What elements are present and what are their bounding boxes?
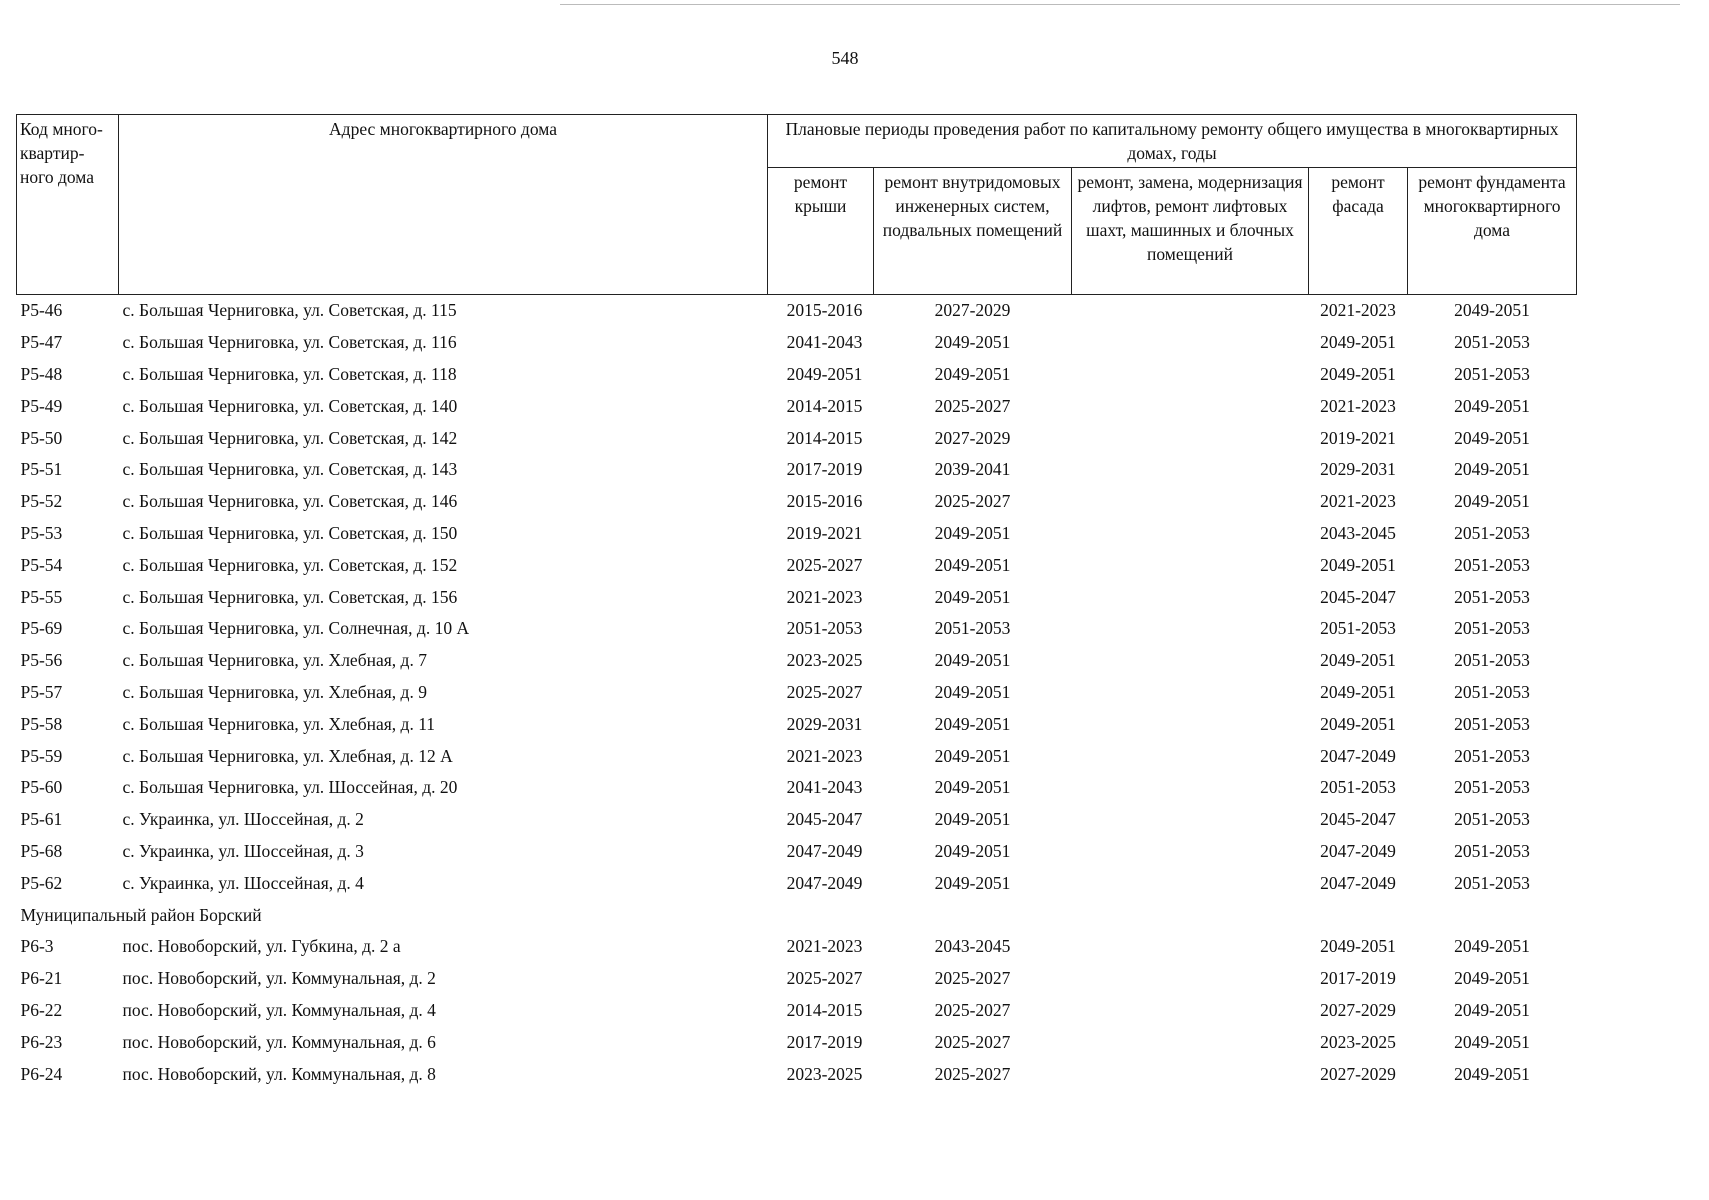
cell-facade: 2021-2023 <box>1320 300 1396 321</box>
cell-facade: 2045-2047 <box>1320 809 1396 830</box>
cell-facade: 2049-2051 <box>1320 713 1396 734</box>
header-foundation: ремонт фундамента многоквартирного дома <box>1408 168 1577 295</box>
cell-lifts <box>1072 867 1309 899</box>
cell-code: P5-47 <box>20 332 63 353</box>
cell-code: P5-62 <box>20 872 63 893</box>
table-row <box>17 645 1577 677</box>
cell-code: P5-60 <box>20 777 63 798</box>
cell-roof: 2023-2025 <box>786 650 863 671</box>
cell-code: P6-3 <box>20 936 54 957</box>
cell-foundation: 2049-2051 <box>1454 300 1530 321</box>
cell-facade: 2027-2029 <box>1320 999 1396 1020</box>
cell-engineering: 2027-2029 <box>934 300 1011 321</box>
cell-engineering: 2039-2041 <box>934 459 1011 480</box>
cell-engineering: 2027-2029 <box>934 427 1011 448</box>
cell-facade: 2019-2021 <box>1320 427 1396 448</box>
table-row <box>17 1058 1577 1090</box>
cell-lifts <box>1072 454 1309 486</box>
cell-facade: 2049-2051 <box>1320 681 1396 702</box>
cell-facade: 2029-2031 <box>1320 459 1396 480</box>
cell-foundation: 2051-2053 <box>1454 745 1530 766</box>
table-row <box>17 422 1577 454</box>
cell-roof: 2019-2021 <box>786 522 863 543</box>
cell-lifts <box>1072 708 1309 740</box>
cell-engineering: 2025-2027 <box>934 1031 1011 1052</box>
cell-engineering: 2049-2051 <box>934 809 1011 830</box>
section-row <box>17 899 1577 931</box>
table-row <box>17 295 1577 327</box>
cell-roof: 2015-2016 <box>786 300 863 321</box>
cell-foundation: 2051-2053 <box>1454 681 1530 702</box>
cell-roof: 2025-2027 <box>786 681 863 702</box>
cell-code: P5-54 <box>20 554 63 575</box>
cell-lifts <box>1072 963 1309 995</box>
cell-foundation: 2051-2053 <box>1454 713 1530 734</box>
cell-address: с. Большая Черниговка, ул. Советская, д. 142 <box>122 427 458 448</box>
cell-address: с. Украинка, ул. Шоссейная, д. 2 <box>122 809 364 830</box>
cell-lifts <box>1072 549 1309 581</box>
cell-roof: 2021-2023 <box>786 936 863 957</box>
cell-lifts <box>1072 486 1309 518</box>
cell-code: P5-61 <box>20 809 63 830</box>
cell-roof: 2049-2051 <box>786 363 863 384</box>
cell-foundation: 2051-2053 <box>1454 777 1530 798</box>
cell-engineering: 2049-2051 <box>934 522 1011 543</box>
cell-foundation: 2051-2053 <box>1454 522 1530 543</box>
cell-code: P6-24 <box>20 1063 63 1084</box>
cell-roof: 2014-2015 <box>786 427 863 448</box>
table-row <box>17 581 1577 613</box>
table-row <box>17 995 1577 1027</box>
cell-facade: 2023-2025 <box>1320 1031 1396 1052</box>
cell-facade: 2045-2047 <box>1320 586 1396 607</box>
cell-foundation: 2049-2051 <box>1454 999 1530 1020</box>
cell-engineering: 2025-2027 <box>934 1063 1011 1084</box>
cell-roof: 2047-2049 <box>786 840 863 861</box>
cell-address: с. Большая Черниговка, ул. Советская, д. 156 <box>122 586 458 607</box>
cell-engineering: 2049-2051 <box>934 332 1011 353</box>
table-row <box>17 804 1577 836</box>
cell-address: с. Большая Черниговка, ул. Советская, д. 118 <box>122 363 457 384</box>
cell-facade: 2049-2051 <box>1320 554 1396 575</box>
cell-facade: 2051-2053 <box>1320 618 1396 639</box>
cell-roof: 2025-2027 <box>786 554 863 575</box>
cell-roof: 2014-2015 <box>786 999 863 1020</box>
cell-facade: 2047-2049 <box>1320 745 1396 766</box>
table-row <box>17 359 1577 391</box>
cell-roof: 2029-2031 <box>786 713 863 734</box>
cell-engineering: 2025-2027 <box>934 491 1011 512</box>
cell-code: P5-68 <box>20 840 63 861</box>
cell-lifts <box>1072 359 1309 391</box>
table-row <box>17 931 1577 963</box>
cell-code: P5-59 <box>20 745 63 766</box>
cell-lifts <box>1072 645 1309 677</box>
header-lifts: ремонт, замена, модернизация лифтов, ремонт лифтовых шахт, машинных и блочных помещений <box>1072 168 1309 295</box>
table-row <box>17 963 1577 995</box>
cell-lifts <box>1072 390 1309 422</box>
cell-address: с. Украинка, ул. Шоссейная, д. 3 <box>122 840 364 861</box>
header-address: Адрес многоквартирного дома <box>119 115 768 295</box>
cell-roof: 2041-2043 <box>786 777 863 798</box>
cell-engineering: 2049-2051 <box>934 777 1011 798</box>
cell-foundation: 2051-2053 <box>1454 586 1530 607</box>
cell-code: P5-69 <box>20 618 63 639</box>
cell-engineering: 2043-2045 <box>934 936 1011 957</box>
cell-facade: 2051-2053 <box>1320 777 1396 798</box>
cell-lifts <box>1072 518 1309 550</box>
cell-lifts <box>1072 295 1309 327</box>
cell-foundation: 2051-2053 <box>1454 650 1530 671</box>
table-row <box>17 677 1577 709</box>
cell-address: с. Большая Черниговка, ул. Хлебная, д. 7 <box>122 650 427 671</box>
cell-engineering: 2049-2051 <box>934 554 1011 575</box>
cell-facade: 2049-2051 <box>1320 650 1396 671</box>
cell-address: с. Большая Черниговка, ул. Хлебная, д. 12 А <box>122 745 453 766</box>
cell-code: P5-49 <box>20 395 63 416</box>
cell-code: P6-22 <box>20 999 63 1020</box>
cell-lifts <box>1072 327 1309 359</box>
table-row <box>17 836 1577 868</box>
cell-lifts <box>1072 995 1309 1027</box>
table-row <box>17 518 1577 550</box>
cell-address: с. Украинка, ул. Шоссейная, д. 4 <box>122 872 364 893</box>
cell-foundation: 2049-2051 <box>1454 968 1530 989</box>
cell-lifts <box>1072 1026 1309 1058</box>
cell-lifts <box>1072 1058 1309 1090</box>
table-row <box>17 740 1577 772</box>
cell-lifts <box>1072 836 1309 868</box>
header-roof: ремонт крыши <box>768 168 874 295</box>
cell-facade: 2017-2019 <box>1320 968 1396 989</box>
cell-code: P5-50 <box>20 427 63 448</box>
cell-code: P5-48 <box>20 363 63 384</box>
cell-facade: 2047-2049 <box>1320 872 1396 893</box>
cell-engineering: 2051-2053 <box>934 618 1011 639</box>
table-row <box>17 867 1577 899</box>
cell-address: с. Большая Черниговка, ул. Советская, д. 115 <box>122 300 457 321</box>
cell-lifts <box>1072 804 1309 836</box>
cell-facade: 2047-2049 <box>1320 840 1396 861</box>
cell-foundation: 2051-2053 <box>1454 618 1530 639</box>
header-facade: ремонт фасада <box>1309 168 1408 295</box>
cell-foundation: 2049-2051 <box>1454 395 1530 416</box>
table-row <box>17 327 1577 359</box>
cell-engineering: 2049-2051 <box>934 872 1011 893</box>
cell-address: с. Большая Черниговка, ул. Солнечная, д. 10 А <box>122 618 470 639</box>
capital-repair-plan-table <box>16 114 1577 1090</box>
cell-foundation: 2051-2053 <box>1454 554 1530 575</box>
cell-foundation: 2049-2051 <box>1454 459 1530 480</box>
cell-engineering: 2049-2051 <box>934 681 1011 702</box>
cell-address: с. Большая Черниговка, ул. Советская, д. 152 <box>122 554 458 575</box>
cell-engineering: 2049-2051 <box>934 745 1011 766</box>
cell-roof: 2021-2023 <box>786 586 863 607</box>
scan-top-line <box>560 4 1680 5</box>
cell-roof: 2017-2019 <box>786 459 863 480</box>
cell-roof: 2051-2053 <box>786 618 863 639</box>
cell-address: пос. Новоборский, ул. Коммунальная, д. 2 <box>122 968 436 989</box>
cell-address: с. Большая Черниговка, ул. Шоссейная, д. 20 <box>122 777 458 798</box>
cell-facade: 2021-2023 <box>1320 491 1396 512</box>
cell-code: P5-52 <box>20 491 63 512</box>
cell-roof: 2041-2043 <box>786 332 863 353</box>
cell-foundation: 2049-2051 <box>1454 1063 1530 1084</box>
cell-foundation: 2051-2053 <box>1454 363 1530 384</box>
cell-address: с. Большая Черниговка, ул. Советская, д. 143 <box>122 459 458 480</box>
cell-address: с. Большая Черниговка, ул. Советская, д. 146 <box>122 491 458 512</box>
table-body <box>17 295 1577 1090</box>
section-title: Муниципальный район Борский <box>20 904 262 925</box>
cell-address: пос. Новоборский, ул. Коммунальная, д. 6 <box>122 1031 436 1052</box>
header-code: Код много-квартир-ного дома <box>17 115 119 295</box>
cell-code: P5-46 <box>20 300 63 321</box>
cell-engineering: 2025-2027 <box>934 395 1011 416</box>
cell-engineering: 2049-2051 <box>934 586 1011 607</box>
cell-engineering: 2025-2027 <box>934 968 1011 989</box>
table-row <box>17 549 1577 581</box>
cell-code: P5-58 <box>20 713 63 734</box>
cell-code: P5-51 <box>20 459 63 480</box>
cell-address: пос. Новоборский, ул. Губкина, д. 2 а <box>122 936 401 957</box>
cell-lifts <box>1072 740 1309 772</box>
cell-address: с. Большая Черниговка, ул. Советская, д. 140 <box>122 395 458 416</box>
cell-foundation: 2051-2053 <box>1454 872 1530 893</box>
cell-lifts <box>1072 581 1309 613</box>
table-row <box>17 708 1577 740</box>
cell-facade: 2049-2051 <box>1320 332 1396 353</box>
cell-foundation: 2049-2051 <box>1454 427 1530 448</box>
cell-roof: 2045-2047 <box>786 809 863 830</box>
cell-foundation: 2051-2053 <box>1454 332 1530 353</box>
cell-code: P5-56 <box>20 650 63 671</box>
cell-engineering: 2025-2027 <box>934 999 1011 1020</box>
cell-engineering: 2049-2051 <box>934 650 1011 671</box>
cell-address: с. Большая Черниговка, ул. Хлебная, д. 11 <box>122 713 436 734</box>
cell-address: с. Большая Черниговка, ул. Советская, д. 150 <box>122 522 458 543</box>
page-number: 548 <box>831 48 859 68</box>
cell-lifts <box>1072 422 1309 454</box>
cell-engineering: 2049-2051 <box>934 713 1011 734</box>
cell-facade: 2049-2051 <box>1320 363 1396 384</box>
cell-code: P5-57 <box>20 681 63 702</box>
cell-facade: 2021-2023 <box>1320 395 1396 416</box>
cell-roof: 2047-2049 <box>786 872 863 893</box>
cell-address: пос. Новоборский, ул. Коммунальная, д. 4 <box>122 999 436 1020</box>
cell-facade: 2049-2051 <box>1320 936 1396 957</box>
cell-code: P6-23 <box>20 1031 63 1052</box>
cell-lifts <box>1072 613 1309 645</box>
header-engineering: ремонт внутридомовых инженерных систем, подвальных помещений <box>874 168 1072 295</box>
cell-foundation: 2049-2051 <box>1454 1031 1530 1052</box>
table-row <box>17 1026 1577 1058</box>
cell-code: P6-21 <box>20 968 63 989</box>
cell-code: P5-53 <box>20 522 63 543</box>
cell-facade: 2027-2029 <box>1320 1063 1396 1084</box>
table-row <box>17 613 1577 645</box>
cell-lifts <box>1072 677 1309 709</box>
cell-facade: 2043-2045 <box>1320 522 1396 543</box>
cell-foundation: 2049-2051 <box>1454 936 1530 957</box>
table-row <box>17 486 1577 518</box>
cell-engineering: 2049-2051 <box>934 840 1011 861</box>
cell-foundation: 2051-2053 <box>1454 840 1530 861</box>
cell-address: с. Большая Черниговка, ул. Советская, д. 116 <box>122 332 457 353</box>
cell-roof: 2021-2023 <box>786 745 863 766</box>
cell-engineering: 2049-2051 <box>934 363 1011 384</box>
table-row <box>17 454 1577 486</box>
cell-roof: 2015-2016 <box>786 491 863 512</box>
cell-code: P5-55 <box>20 586 63 607</box>
cell-lifts <box>1072 772 1309 804</box>
table-row <box>17 390 1577 422</box>
cell-roof: 2014-2015 <box>786 395 863 416</box>
table-header <box>17 115 1577 295</box>
cell-lifts <box>1072 931 1309 963</box>
table-row <box>17 772 1577 804</box>
cell-foundation: 2051-2053 <box>1454 809 1530 830</box>
header-periods-group: Плановые периоды проведения работ по капитальному ремонту общего имущества в многоквартирных домах, годы <box>768 115 1577 168</box>
cell-roof: 2025-2027 <box>786 968 863 989</box>
cell-roof: 2023-2025 <box>786 1063 863 1084</box>
cell-address: пос. Новоборский, ул. Коммунальная, д. 8 <box>122 1063 436 1084</box>
cell-address: с. Большая Черниговка, ул. Хлебная, д. 9 <box>122 681 427 702</box>
cell-roof: 2017-2019 <box>786 1031 863 1052</box>
cell-foundation: 2049-2051 <box>1454 491 1530 512</box>
